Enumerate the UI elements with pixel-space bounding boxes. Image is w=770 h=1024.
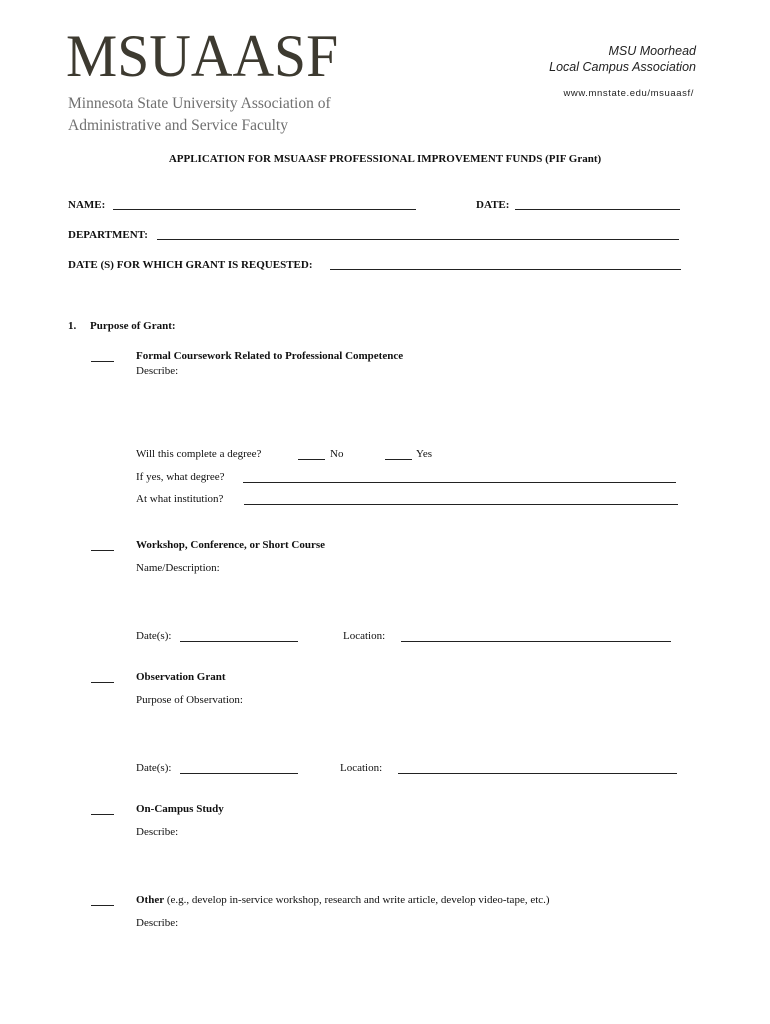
what-degree-label: If yes, what degree? <box>136 471 225 483</box>
org-name-line-1: Minnesota State University Association of <box>68 95 331 112</box>
oncampus-title: On-Campus Study <box>136 803 224 815</box>
other-checkbox-line[interactable] <box>91 905 114 906</box>
date-field[interactable] <box>515 209 680 210</box>
observation-location-field[interactable] <box>398 773 677 774</box>
other-title: Other <box>136 894 165 906</box>
other-title-row <box>136 895 550 906</box>
association-name: Local Campus Association <box>549 60 696 74</box>
degree-no-label: No <box>330 448 344 460</box>
section-heading: Purpose of Grant: <box>90 320 176 332</box>
oncampus-describe-label: Describe: <box>136 826 179 838</box>
association-url: www.mnstate.edu/msuaasf/ <box>563 88 694 99</box>
department-field[interactable] <box>157 239 679 240</box>
observation-desc-label: Purpose of Observation: <box>136 694 243 706</box>
coursework-checkbox-line[interactable] <box>91 361 114 362</box>
observation-checkbox-line[interactable] <box>91 682 114 683</box>
grant-dates-field[interactable] <box>330 269 681 270</box>
observation-dates-label: Date(s): <box>136 762 172 774</box>
form-title: APPLICATION FOR MSUAASF PROFESSIONAL IMPROVEMENT FUNDS (PIF Grant) <box>168 153 602 165</box>
workshop-title: Workshop, Conference, or Short Course <box>136 539 326 551</box>
grant-dates-label: DATE (S) FOR WHICH GRANT IS REQUESTED: <box>68 259 313 271</box>
section-number: 1. <box>68 320 77 332</box>
other-examples: (e.g., develop in-service workshop, research and write article, develop video-tape, etc.) <box>166 894 550 906</box>
coursework-title: Formal Coursework Related to Professional Competence <box>136 350 404 362</box>
coursework-describe-label: Describe: <box>136 365 179 377</box>
what-degree-field[interactable] <box>243 482 676 483</box>
observation-title: Observation Grant <box>136 671 226 683</box>
observation-dates-field[interactable] <box>180 773 298 774</box>
department-label: DEPARTMENT: <box>68 229 148 241</box>
oncampus-checkbox-line[interactable] <box>91 814 114 815</box>
degree-yes-label: Yes <box>416 448 433 460</box>
institution-field[interactable] <box>244 504 678 505</box>
campus-name: MSU Moorhead <box>608 44 696 58</box>
name-field[interactable] <box>113 209 416 210</box>
date-label: DATE: <box>476 199 510 211</box>
workshop-checkbox-line[interactable] <box>91 550 114 551</box>
other-describe-label: Describe: <box>136 917 179 929</box>
institution-label: At what institution? <box>136 493 224 505</box>
workshop-desc-label: Name/Description: <box>136 562 220 574</box>
workshop-location-field[interactable] <box>401 641 671 642</box>
degree-no-line[interactable] <box>298 459 325 460</box>
observation-location-label: Location: <box>340 762 383 774</box>
msuaasf-logo: MSUAASF <box>66 23 339 89</box>
workshop-dates-field[interactable] <box>180 641 298 642</box>
workshop-location-label: Location: <box>343 630 386 642</box>
name-label: NAME: <box>68 199 106 211</box>
workshop-dates-label: Date(s): <box>136 630 172 642</box>
org-name-line-2: Administrative and Service Faculty <box>68 117 288 134</box>
degree-question: Will this complete a degree? <box>136 448 262 460</box>
degree-yes-line[interactable] <box>385 459 412 460</box>
